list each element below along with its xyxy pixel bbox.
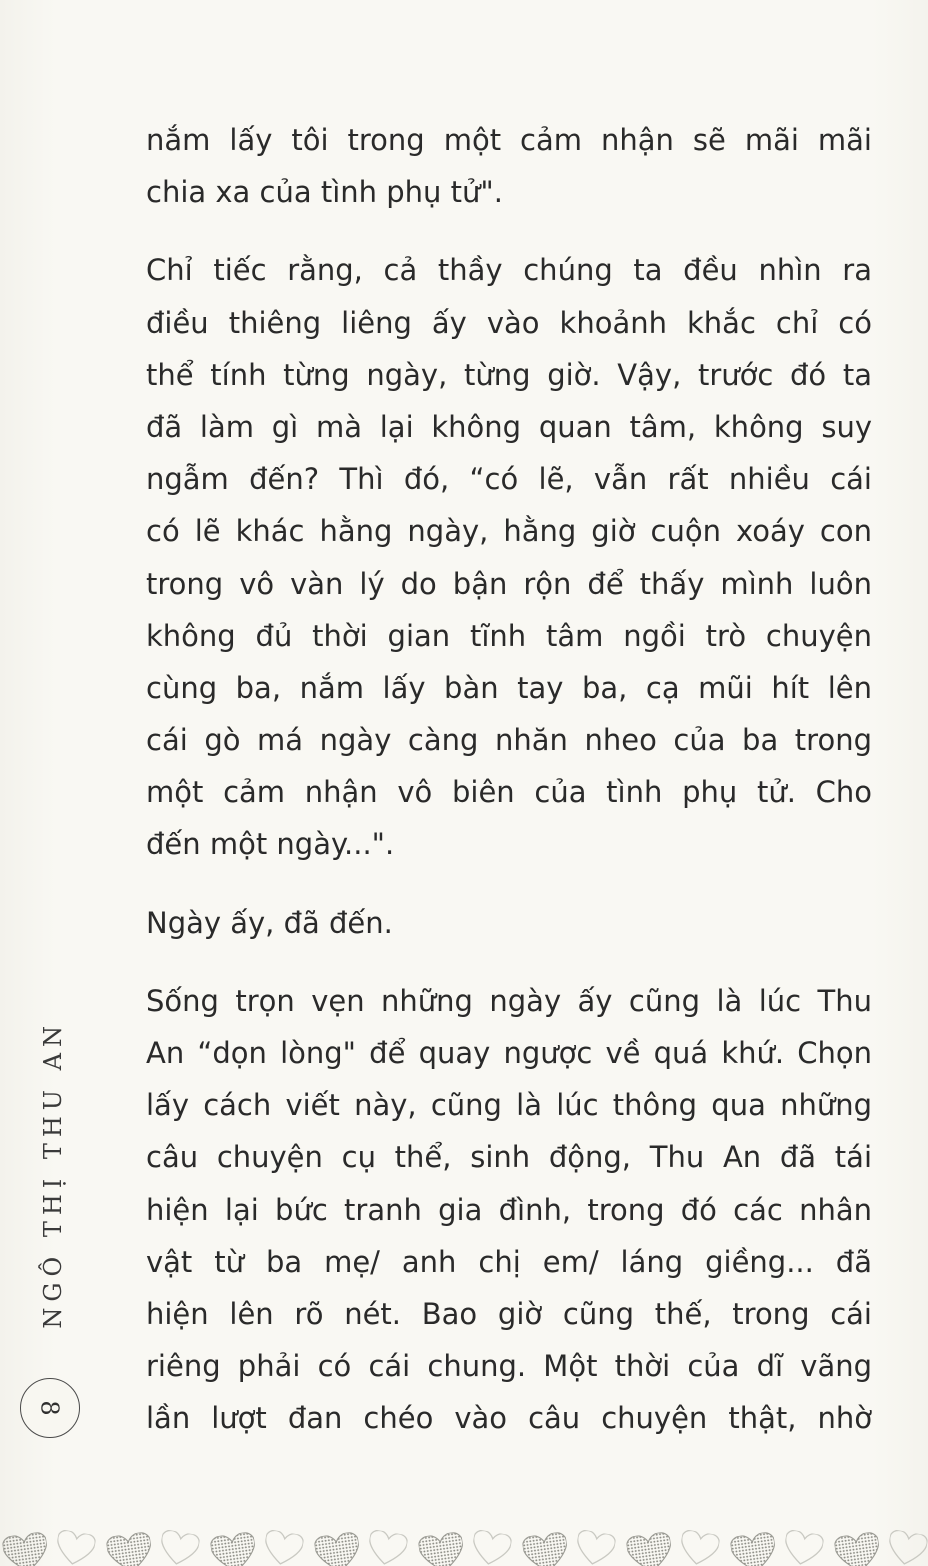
heart-icon <box>782 1529 825 1566</box>
text-line: cái gò má ngày càng nhăn nheo của ba trong <box>146 723 872 758</box>
text-line: An “dọn lòng" để quay ngược về quá khứ. Chọn <box>146 1036 872 1070</box>
paragraph-3 <box>146 897 872 949</box>
heart-icon <box>886 1529 928 1566</box>
heart-icon <box>54 1529 97 1566</box>
text-line: riêng phải có cái chung. Một thời của dĩ vãng <box>146 1349 872 1384</box>
text-line: cùng ba, nắm lấy bàn tay ba, cạ mũi hít lên <box>146 670 872 705</box>
text-line: câu chuyện cụ thể, sinh động, Thu An đã tái <box>146 1140 872 1175</box>
running-header-vertical <box>18 1020 88 1440</box>
heart-icon <box>729 1531 778 1566</box>
text-line: Sống trọn vẹn những ngày ấy cũng là lúc Thu <box>146 983 872 1018</box>
text-line: trong vô vàn lý do bận rộn để thấy mình luôn <box>146 566 872 601</box>
body-text <box>146 114 872 1445</box>
heart-icon <box>678 1529 721 1566</box>
text-line: đã làm gì mà lại không quan tâm, không suy <box>146 409 872 444</box>
paragraph-4 <box>146 975 872 1445</box>
page-number: 8 <box>36 1400 64 1416</box>
text-line: lần lượt đan chéo vào câu chuyện thật, nhờ <box>146 1401 872 1436</box>
author-name-text: NGÔ THỊ THU AN <box>39 1020 67 1329</box>
text-line: chia xa của tình phụ tử". <box>146 175 503 210</box>
heart-icon <box>833 1531 882 1566</box>
heart-icon <box>366 1529 409 1566</box>
text-line: một cảm nhận vô biên của tình phụ tử. Cho <box>146 775 872 810</box>
page-number-badge <box>20 1378 80 1438</box>
heart-icon <box>158 1529 201 1566</box>
paragraph-1 <box>146 114 872 218</box>
heart-icon <box>625 1531 674 1566</box>
text-line: nắm lấy tôi trong một cảm nhận sẽ mãi mãi <box>146 123 872 157</box>
heart-icon <box>262 1529 305 1566</box>
heart-ornament-band <box>0 1504 928 1566</box>
author-name <box>39 1020 67 1329</box>
heart-icon <box>417 1531 466 1566</box>
paragraph-2 <box>146 244 872 870</box>
text-line: hiện lên rõ nét. Bao giờ cũng thế, trong cái <box>146 1296 872 1331</box>
text-line: Ngày ấy, đã đến. <box>146 905 393 940</box>
text-line: ngẫm đến? Thì đó, “có lẽ, vẫn rất nhiều cái <box>146 462 872 497</box>
heart-icon <box>574 1529 617 1566</box>
heart-icon <box>470 1529 513 1566</box>
text-line: không đủ thời gian tĩnh tâm ngồi trò chuyện <box>146 618 872 653</box>
heart-icon <box>105 1531 154 1566</box>
text-line: Chỉ tiếc rằng, cả thầy chúng ta đều nhìn ra <box>146 253 872 288</box>
heart-icon <box>313 1531 362 1566</box>
text-line: có lẽ khác hằng ngày, hằng giờ cuộn xoáy con <box>146 514 872 549</box>
heart-icon <box>521 1531 570 1566</box>
text-line: hiện lại bức tranh gia đình, trong đó các nhân <box>146 1192 872 1227</box>
text-line: lấy cách viết này, cũng là lúc thông qua những <box>146 1088 872 1123</box>
text-line: thể tính từng ngày, từng giờ. Vậy, trước đó ta <box>146 357 872 392</box>
text-line: đến một ngày...". <box>146 827 395 862</box>
text-line: điều thiêng liêng ấy vào khoảnh khắc chỉ có <box>146 305 872 340</box>
heart-icon <box>209 1531 258 1566</box>
text-line: vật từ ba mẹ/ anh chị em/ láng giềng... đã <box>146 1244 872 1279</box>
heart-icon <box>1 1531 50 1566</box>
